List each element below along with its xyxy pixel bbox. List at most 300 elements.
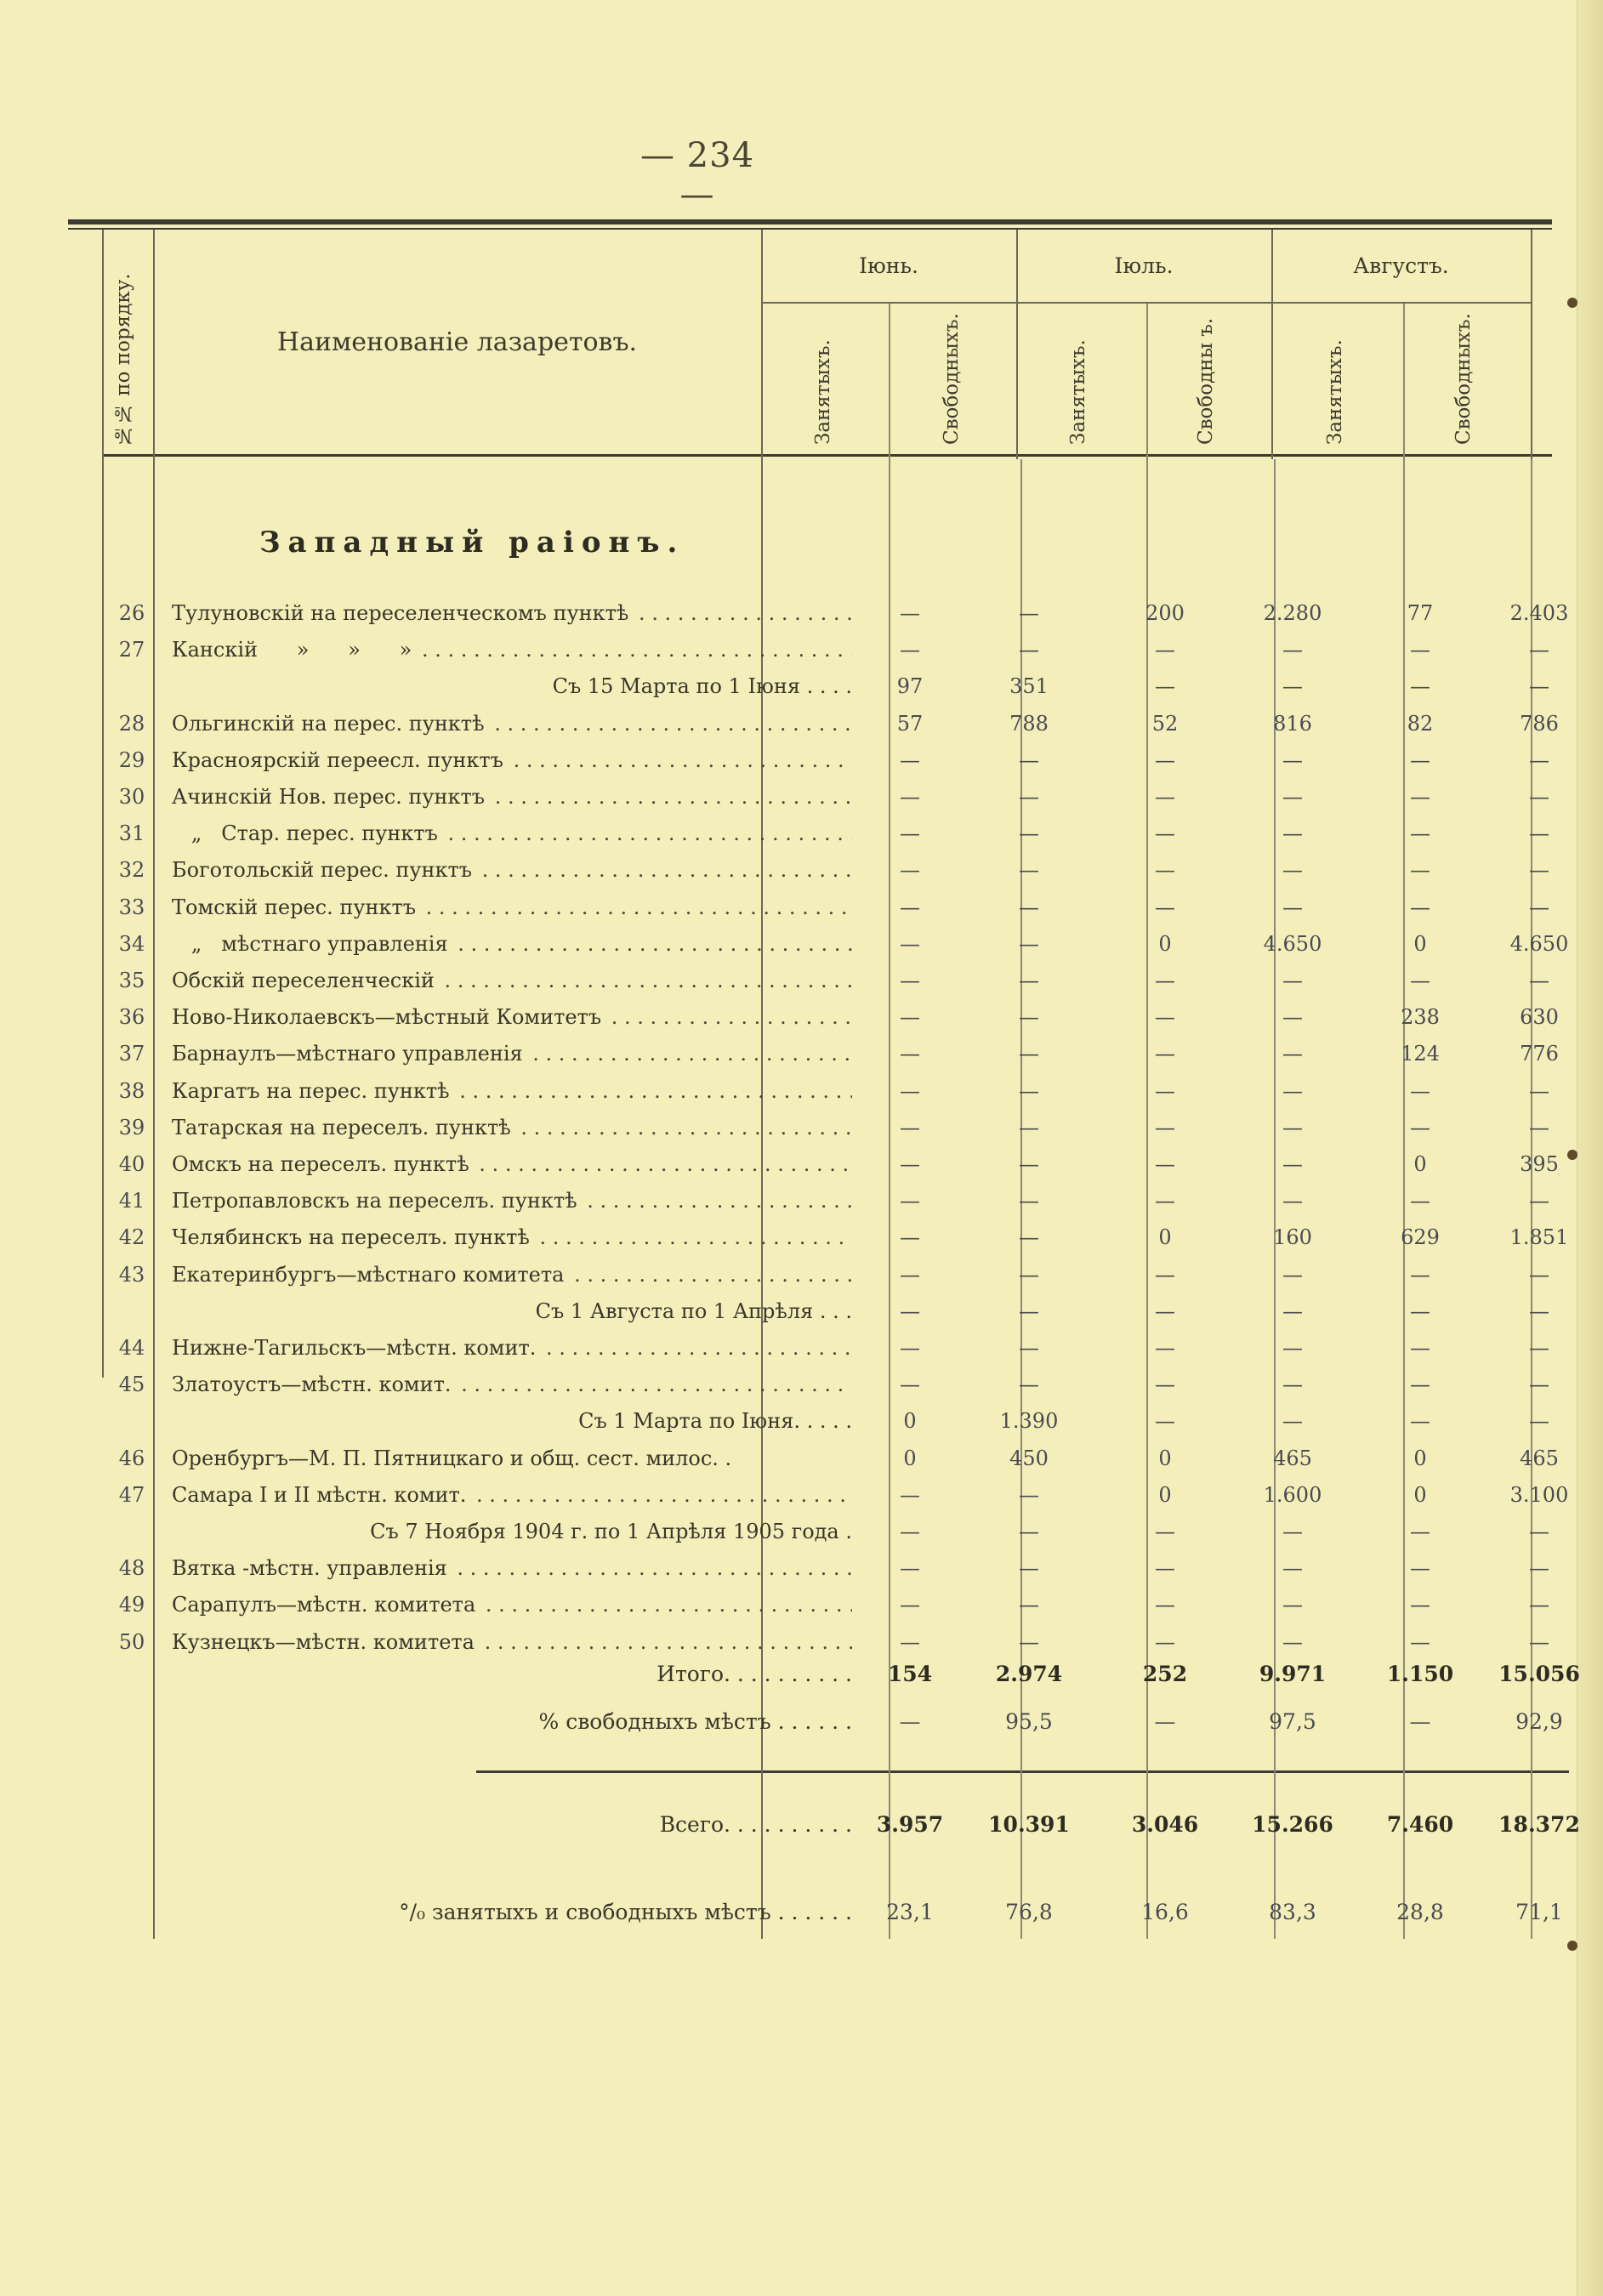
sub-header-july-free: Свободны ъ.	[1195, 317, 1217, 445]
row-name	[172, 963, 852, 998]
row-name	[172, 779, 852, 815]
leader-dots	[479, 1593, 852, 1617]
value-cell: —	[1019, 601, 1039, 625]
value-cell: —	[1155, 1115, 1175, 1139]
value-cell: —	[1155, 895, 1175, 919]
value-cell: —	[1019, 1593, 1039, 1617]
value-cell: —	[1282, 1152, 1303, 1176]
value-cell: —	[1282, 1593, 1303, 1617]
vsego-row-label: Всего. . . . . . . . . .	[659, 1812, 852, 1837]
table-row	[102, 668, 1548, 704]
value-cell: —	[1019, 1629, 1039, 1654]
value-cell: —	[1409, 1709, 1431, 1734]
row-number: 44	[118, 1336, 145, 1360]
col-header-name: Наименованіе лазаретовъ.	[276, 327, 638, 357]
value-cell: —	[1282, 747, 1303, 772]
value-cell: —	[1282, 1629, 1303, 1654]
value-cell: 0	[903, 1409, 917, 1434]
leader-dots	[632, 601, 852, 625]
value-cell: —	[1019, 821, 1039, 846]
row-period-note: Съ 1 Августа по 1 Апрѣля . . .	[535, 1299, 852, 1323]
value-cell: 71,1	[1515, 1900, 1563, 1924]
value-cell: —	[1282, 1409, 1303, 1434]
leader-dots	[419, 895, 852, 919]
value-cell: 465	[1273, 1446, 1312, 1470]
value-cell: —	[1155, 1152, 1175, 1176]
row-number: 39	[118, 1115, 145, 1139]
value-cell: 97,5	[1269, 1709, 1316, 1734]
table-row	[102, 1257, 1548, 1293]
value-cell: —	[900, 1556, 920, 1581]
table-row	[102, 889, 1548, 925]
row-name	[172, 1550, 852, 1586]
value-cell: 7.460	[1386, 1812, 1454, 1837]
value-cell: —	[1155, 858, 1175, 883]
value-cell: —	[900, 1115, 920, 1139]
row-number: 33	[118, 895, 145, 919]
table-top-rule	[68, 219, 1552, 224]
row-name-text: Ново-Николаевскъ—мѣстный Комитетъ	[172, 1005, 605, 1029]
value-cell: 450	[1009, 1446, 1049, 1470]
row-name-text: Канскій » » »	[172, 638, 415, 662]
leader-dots	[438, 969, 852, 992]
leader-dots	[488, 785, 852, 809]
value-cell: 1.851	[1509, 1225, 1569, 1250]
row-number: 30	[118, 785, 145, 809]
value-cell: —	[1282, 1262, 1303, 1287]
row-name-text: Екатеринбургъ—мѣстнаго комитета	[172, 1263, 567, 1287]
value-cell: —	[1019, 1372, 1039, 1397]
row-number: 45	[118, 1372, 145, 1397]
value-cell: —	[1155, 674, 1175, 699]
sub-header-june-free: Свободныхъ.	[941, 313, 963, 445]
value-cell: —	[1529, 858, 1549, 883]
value-cell: —	[1529, 895, 1549, 919]
value-cell: —	[1282, 1078, 1303, 1103]
leader-dots	[453, 1079, 852, 1103]
value-cell: —	[1019, 1042, 1039, 1066]
value-cell: —	[1529, 1078, 1549, 1103]
row-name	[172, 1146, 852, 1182]
value-cell: —	[1410, 1078, 1430, 1103]
row-name	[172, 632, 852, 668]
col-line-aug	[1531, 230, 1532, 459]
row-name-text: Каргатъ на перес. пунктѣ	[172, 1079, 453, 1103]
sub-header-aug-occupied: Занятыхъ.	[1324, 339, 1346, 445]
value-cell: —	[1282, 1042, 1303, 1066]
value-cell: 4.650	[1263, 931, 1322, 956]
sub-header-july-occupied: Занятыхъ.	[1067, 339, 1089, 445]
pct-free-row-label: % свободныхъ мѣстъ . . . . . .	[538, 1709, 852, 1734]
value-cell: —	[1019, 638, 1039, 662]
print-mark	[1567, 298, 1577, 308]
value-cell: —	[1529, 1520, 1549, 1543]
value-cell: —	[900, 1299, 920, 1323]
value-cell: 3.046	[1131, 1812, 1199, 1837]
row-name-text: Нижне-Тагильскъ—мѣстн. комит.	[172, 1336, 539, 1360]
value-cell: —	[1019, 1078, 1039, 1103]
row-name	[172, 1367, 852, 1402]
value-cell: —	[1019, 1556, 1039, 1581]
table-row	[102, 1587, 1548, 1623]
row-name	[172, 999, 852, 1035]
row-name	[172, 926, 852, 962]
row-name-text: Сарапулъ—мѣстн. комитета	[172, 1593, 479, 1617]
table-row	[102, 595, 1569, 631]
value-cell: —	[900, 1593, 920, 1617]
value-cell: —	[1155, 1262, 1175, 1287]
value-cell: —	[1019, 969, 1039, 992]
leader-dots	[581, 1189, 852, 1213]
value-cell: 83,3	[1269, 1900, 1316, 1924]
value-cell: —	[1410, 1520, 1430, 1543]
row-number: 42	[118, 1225, 145, 1250]
value-cell: 2.974	[995, 1662, 1063, 1686]
value-cell: —	[1154, 1709, 1176, 1734]
value-cell: 10.391	[988, 1812, 1070, 1837]
value-cell: —	[1529, 674, 1549, 699]
value-cell: —	[900, 1372, 920, 1397]
value-cell: —	[1410, 1189, 1430, 1213]
row-name	[172, 1073, 852, 1109]
value-cell: —	[1410, 1409, 1430, 1434]
value-cell: —	[1282, 895, 1303, 919]
leader-dots	[567, 1263, 852, 1287]
value-cell: 395	[1520, 1152, 1559, 1176]
region-title: Западный раіонъ.	[259, 526, 685, 560]
value-cell: —	[1155, 638, 1175, 662]
value-cell: —	[900, 601, 920, 625]
row-number: 26	[118, 601, 145, 625]
leader-dots	[514, 1116, 852, 1139]
value-cell: —	[900, 1042, 920, 1066]
value-cell: —	[1019, 1482, 1039, 1507]
value-cell: 351	[1009, 674, 1049, 699]
totals-separator-rule	[476, 1770, 1569, 1773]
value-cell: 28,8	[1396, 1900, 1444, 1924]
leader-dots	[441, 821, 852, 845]
value-cell: —	[1019, 858, 1039, 883]
row-name	[172, 1587, 852, 1623]
value-cell: —	[1019, 1262, 1039, 1287]
row-name	[172, 816, 852, 851]
row-name-text: Омскъ на переселъ. пунктѣ	[172, 1152, 473, 1176]
row-name	[172, 1110, 852, 1145]
value-cell: —	[1282, 1520, 1303, 1543]
row-name	[172, 1036, 852, 1071]
value-cell: —	[900, 1520, 920, 1543]
vsego-row	[102, 1807, 1580, 1843]
table-row	[102, 1477, 1569, 1513]
row-name-text: Челябинскъ на переселъ. пунктѣ	[172, 1225, 533, 1249]
row-number: 38	[118, 1078, 145, 1103]
value-cell: —	[900, 785, 920, 809]
row-number: 40	[118, 1152, 145, 1176]
leader-dots	[469, 1483, 852, 1507]
row-name	[172, 1441, 852, 1476]
value-cell: —	[1529, 1556, 1549, 1581]
month-header-july: Іюль.	[1114, 253, 1174, 278]
row-name	[172, 889, 852, 925]
month-header-august: Августъ.	[1353, 253, 1449, 278]
value-cell: 3.100	[1509, 1482, 1569, 1507]
value-cell: —	[1155, 1593, 1175, 1617]
row-number	[102, 1293, 162, 1329]
row-name-text: Барнаулъ—мѣстнаго управленія	[172, 1042, 526, 1066]
table-row	[102, 706, 1559, 742]
value-cell: —	[900, 858, 920, 883]
value-cell: —	[1019, 895, 1039, 919]
value-cell: —	[1410, 895, 1430, 919]
row-number: 37	[118, 1042, 145, 1066]
value-cell: 23,1	[886, 1900, 934, 1924]
value-cell: —	[1282, 785, 1303, 809]
row-number: 27	[118, 638, 145, 662]
row-name	[172, 1219, 852, 1255]
table-row	[102, 852, 1548, 888]
value-cell: —	[1019, 1336, 1039, 1360]
table-row	[102, 926, 1569, 962]
value-cell: —	[1155, 1336, 1175, 1360]
value-cell: —	[1529, 1115, 1549, 1139]
itogo-row-label: Итого. . . . . . . . . .	[657, 1662, 852, 1686]
value-cell: —	[900, 1629, 920, 1654]
row-name-text: Златоустъ—мѣстн. комит.	[172, 1372, 454, 1396]
value-cell: 15.266	[1252, 1812, 1333, 1837]
value-cell: —	[1282, 1299, 1303, 1323]
leader-dots	[415, 638, 852, 662]
value-cell: —	[1019, 1115, 1039, 1139]
value-cell: 788	[1009, 711, 1049, 736]
value-cell: —	[1019, 1299, 1039, 1323]
value-cell: —	[900, 1482, 920, 1507]
leader-dots	[539, 1336, 852, 1360]
value-cell: —	[1282, 858, 1303, 883]
sub-header-aug-free: Свободныхъ.	[1452, 313, 1475, 445]
value-cell: —	[1282, 969, 1303, 992]
row-name	[172, 706, 852, 742]
row-number: 28	[118, 711, 145, 736]
value-cell: —	[1529, 1629, 1549, 1654]
table-row	[102, 1110, 1548, 1145]
table-row	[102, 1514, 1548, 1549]
value-cell: —	[899, 1709, 921, 1734]
value-cell: 0	[1413, 1446, 1427, 1470]
leader-dots	[452, 932, 852, 956]
value-cell: 786	[1520, 711, 1559, 736]
value-cell: —	[1410, 747, 1430, 772]
row-name-text: Ачинскій Нов. перес. пунктъ	[172, 785, 488, 809]
row-name-text: „ мѣстнаго управленія	[172, 932, 452, 956]
value-cell: 3.957	[876, 1812, 944, 1837]
row-name-text: „ Стар. перес. пунктъ	[172, 821, 441, 845]
value-cell: —	[1282, 1005, 1303, 1030]
row-name-text: Кузнецкъ—мѣстн. комитета	[172, 1630, 478, 1654]
row-number	[102, 668, 162, 704]
value-cell: —	[1410, 785, 1430, 809]
value-cell: —	[1410, 1336, 1430, 1360]
value-cell: 0	[1158, 931, 1172, 956]
value-cell: —	[1529, 1336, 1549, 1360]
leader-dots	[533, 1225, 852, 1249]
table-row	[102, 999, 1559, 1035]
value-cell: —	[900, 1336, 920, 1360]
value-cell: 160	[1273, 1225, 1312, 1250]
sub-header-june-occupied: Занятыхъ.	[812, 339, 834, 445]
value-cell: —	[1019, 1189, 1039, 1213]
value-cell: —	[1019, 785, 1039, 809]
value-cell: —	[1529, 1262, 1549, 1287]
row-number: 50	[118, 1629, 145, 1654]
row-name	[172, 742, 852, 778]
table-row	[102, 963, 1548, 998]
table-row	[102, 816, 1548, 851]
row-name-text: Вятка -мѣстн. управленія	[172, 1556, 451, 1580]
value-cell: 1.600	[1263, 1482, 1322, 1507]
value-cell: 0	[1158, 1225, 1172, 1250]
row-name-text: Оренбургъ—М. П. Пятницкаго и общ. сест. милос. .	[172, 1446, 735, 1470]
row-number	[102, 1514, 162, 1549]
print-mark	[1567, 1150, 1577, 1160]
value-cell: 92,9	[1515, 1709, 1563, 1734]
value-cell: —	[1529, 785, 1549, 809]
value-cell: —	[1529, 1593, 1549, 1617]
value-cell: —	[1155, 1629, 1175, 1654]
table-row	[102, 1146, 1559, 1182]
table-row	[102, 779, 1548, 815]
value-cell: —	[1019, 1005, 1039, 1030]
value-cell: 816	[1273, 711, 1312, 736]
value-cell: —	[1410, 1115, 1430, 1139]
month-header-june: Іюнь.	[859, 253, 918, 278]
value-cell: —	[1155, 1372, 1175, 1397]
row-name-text: Боготольскій перес. пунктъ	[172, 858, 475, 882]
value-cell: —	[1282, 821, 1303, 846]
table-row	[102, 1183, 1548, 1219]
table-row	[102, 1624, 1548, 1660]
row-number: 49	[118, 1593, 145, 1617]
value-cell: —	[1529, 1409, 1549, 1434]
value-cell: —	[1155, 1299, 1175, 1323]
row-name-text: Самара I и II мѣстн. комит.	[172, 1483, 469, 1507]
leader-dots	[478, 1630, 852, 1654]
value-cell: 2.280	[1263, 601, 1322, 625]
value-cell: 4.650	[1509, 931, 1569, 956]
value-cell: 1.150	[1386, 1662, 1454, 1686]
value-cell: 629	[1401, 1225, 1440, 1250]
value-cell: 0	[1413, 1482, 1427, 1507]
value-cell: —	[1282, 674, 1303, 699]
row-number: 31	[118, 821, 145, 846]
row-number	[102, 1403, 162, 1439]
value-cell: —	[900, 931, 920, 956]
value-cell: —	[900, 1262, 920, 1287]
row-name-text: Петропавловскъ на переселъ. пунктѣ	[172, 1189, 581, 1213]
value-cell: —	[900, 821, 920, 846]
value-cell: 0	[1158, 1446, 1172, 1470]
value-cell: —	[1282, 1556, 1303, 1581]
value-cell: 82	[1407, 711, 1434, 736]
value-cell: 9.971	[1259, 1662, 1327, 1686]
value-cell: 252	[1142, 1662, 1188, 1686]
value-cell: 0	[903, 1446, 917, 1470]
row-name-text: Татарская на переселъ. пунктѣ	[172, 1116, 514, 1139]
value-cell: —	[1410, 638, 1430, 662]
row-number: 35	[118, 969, 145, 992]
value-cell: —	[1529, 969, 1549, 992]
table-row	[102, 632, 1548, 668]
value-cell: —	[1155, 1409, 1175, 1434]
value-cell: —	[1410, 858, 1430, 883]
value-cell: 15.056	[1498, 1662, 1580, 1686]
value-cell: —	[900, 1152, 920, 1176]
value-cell: —	[900, 747, 920, 772]
value-cell: —	[1019, 931, 1039, 956]
value-cell: —	[1155, 747, 1175, 772]
value-cell: —	[1410, 1556, 1430, 1581]
leader-dots	[526, 1042, 852, 1066]
value-cell: —	[1282, 1189, 1303, 1213]
table-top-rule-thin	[68, 228, 1552, 230]
value-cell: —	[1410, 1593, 1430, 1617]
value-cell: —	[1155, 1520, 1175, 1543]
leader-dots	[488, 712, 852, 736]
value-cell: —	[1529, 821, 1549, 846]
value-cell: —	[1019, 1152, 1039, 1176]
table-row	[102, 1550, 1548, 1586]
row-period-note: Съ 7 Ноября 1904 г. по 1 Апрѣля 1905 года .	[370, 1520, 852, 1543]
value-cell: 0	[1413, 1152, 1427, 1176]
value-cell: 16,6	[1141, 1900, 1189, 1924]
row-name	[172, 852, 852, 888]
value-cell: 154	[887, 1662, 933, 1686]
table-row	[102, 1293, 1548, 1329]
value-cell: —	[1282, 1115, 1303, 1139]
value-cell: 124	[1401, 1042, 1440, 1066]
value-cell: —	[1282, 1336, 1303, 1360]
value-cell: 1.390	[999, 1409, 1059, 1434]
col-header-num: №№ по порядку.	[112, 273, 134, 446]
table-row	[102, 1330, 1548, 1366]
row-period-note: Съ 1 Марта по Іюня. . . . .	[578, 1409, 852, 1434]
value-cell: —	[1410, 674, 1430, 699]
value-cell: —	[1410, 1629, 1430, 1654]
value-cell: —	[1282, 638, 1303, 662]
table-row	[102, 1403, 1548, 1439]
value-cell: 630	[1520, 1005, 1559, 1030]
table-row	[102, 1441, 1559, 1476]
value-cell: —	[1529, 1372, 1549, 1397]
value-cell: 97	[896, 674, 924, 699]
leader-dots	[473, 1152, 852, 1176]
row-name	[172, 1257, 852, 1293]
value-cell: —	[1410, 1262, 1430, 1287]
value-cell: 0	[1413, 931, 1427, 956]
value-cell: —	[900, 895, 920, 919]
value-cell: —	[1155, 1189, 1175, 1213]
row-name-text: Томскій перес. пунктъ	[172, 895, 419, 919]
value-cell: 465	[1520, 1446, 1559, 1470]
row-name	[172, 1624, 852, 1660]
value-cell: —	[1410, 969, 1430, 992]
value-cell: —	[900, 1005, 920, 1030]
pct-free-row	[102, 1704, 1563, 1740]
value-cell: —	[1155, 1556, 1175, 1581]
leader-dots	[507, 748, 852, 772]
value-cell: 238	[1401, 1005, 1440, 1030]
value-cell: —	[1282, 1372, 1303, 1397]
value-cell: 0	[1158, 1482, 1172, 1507]
